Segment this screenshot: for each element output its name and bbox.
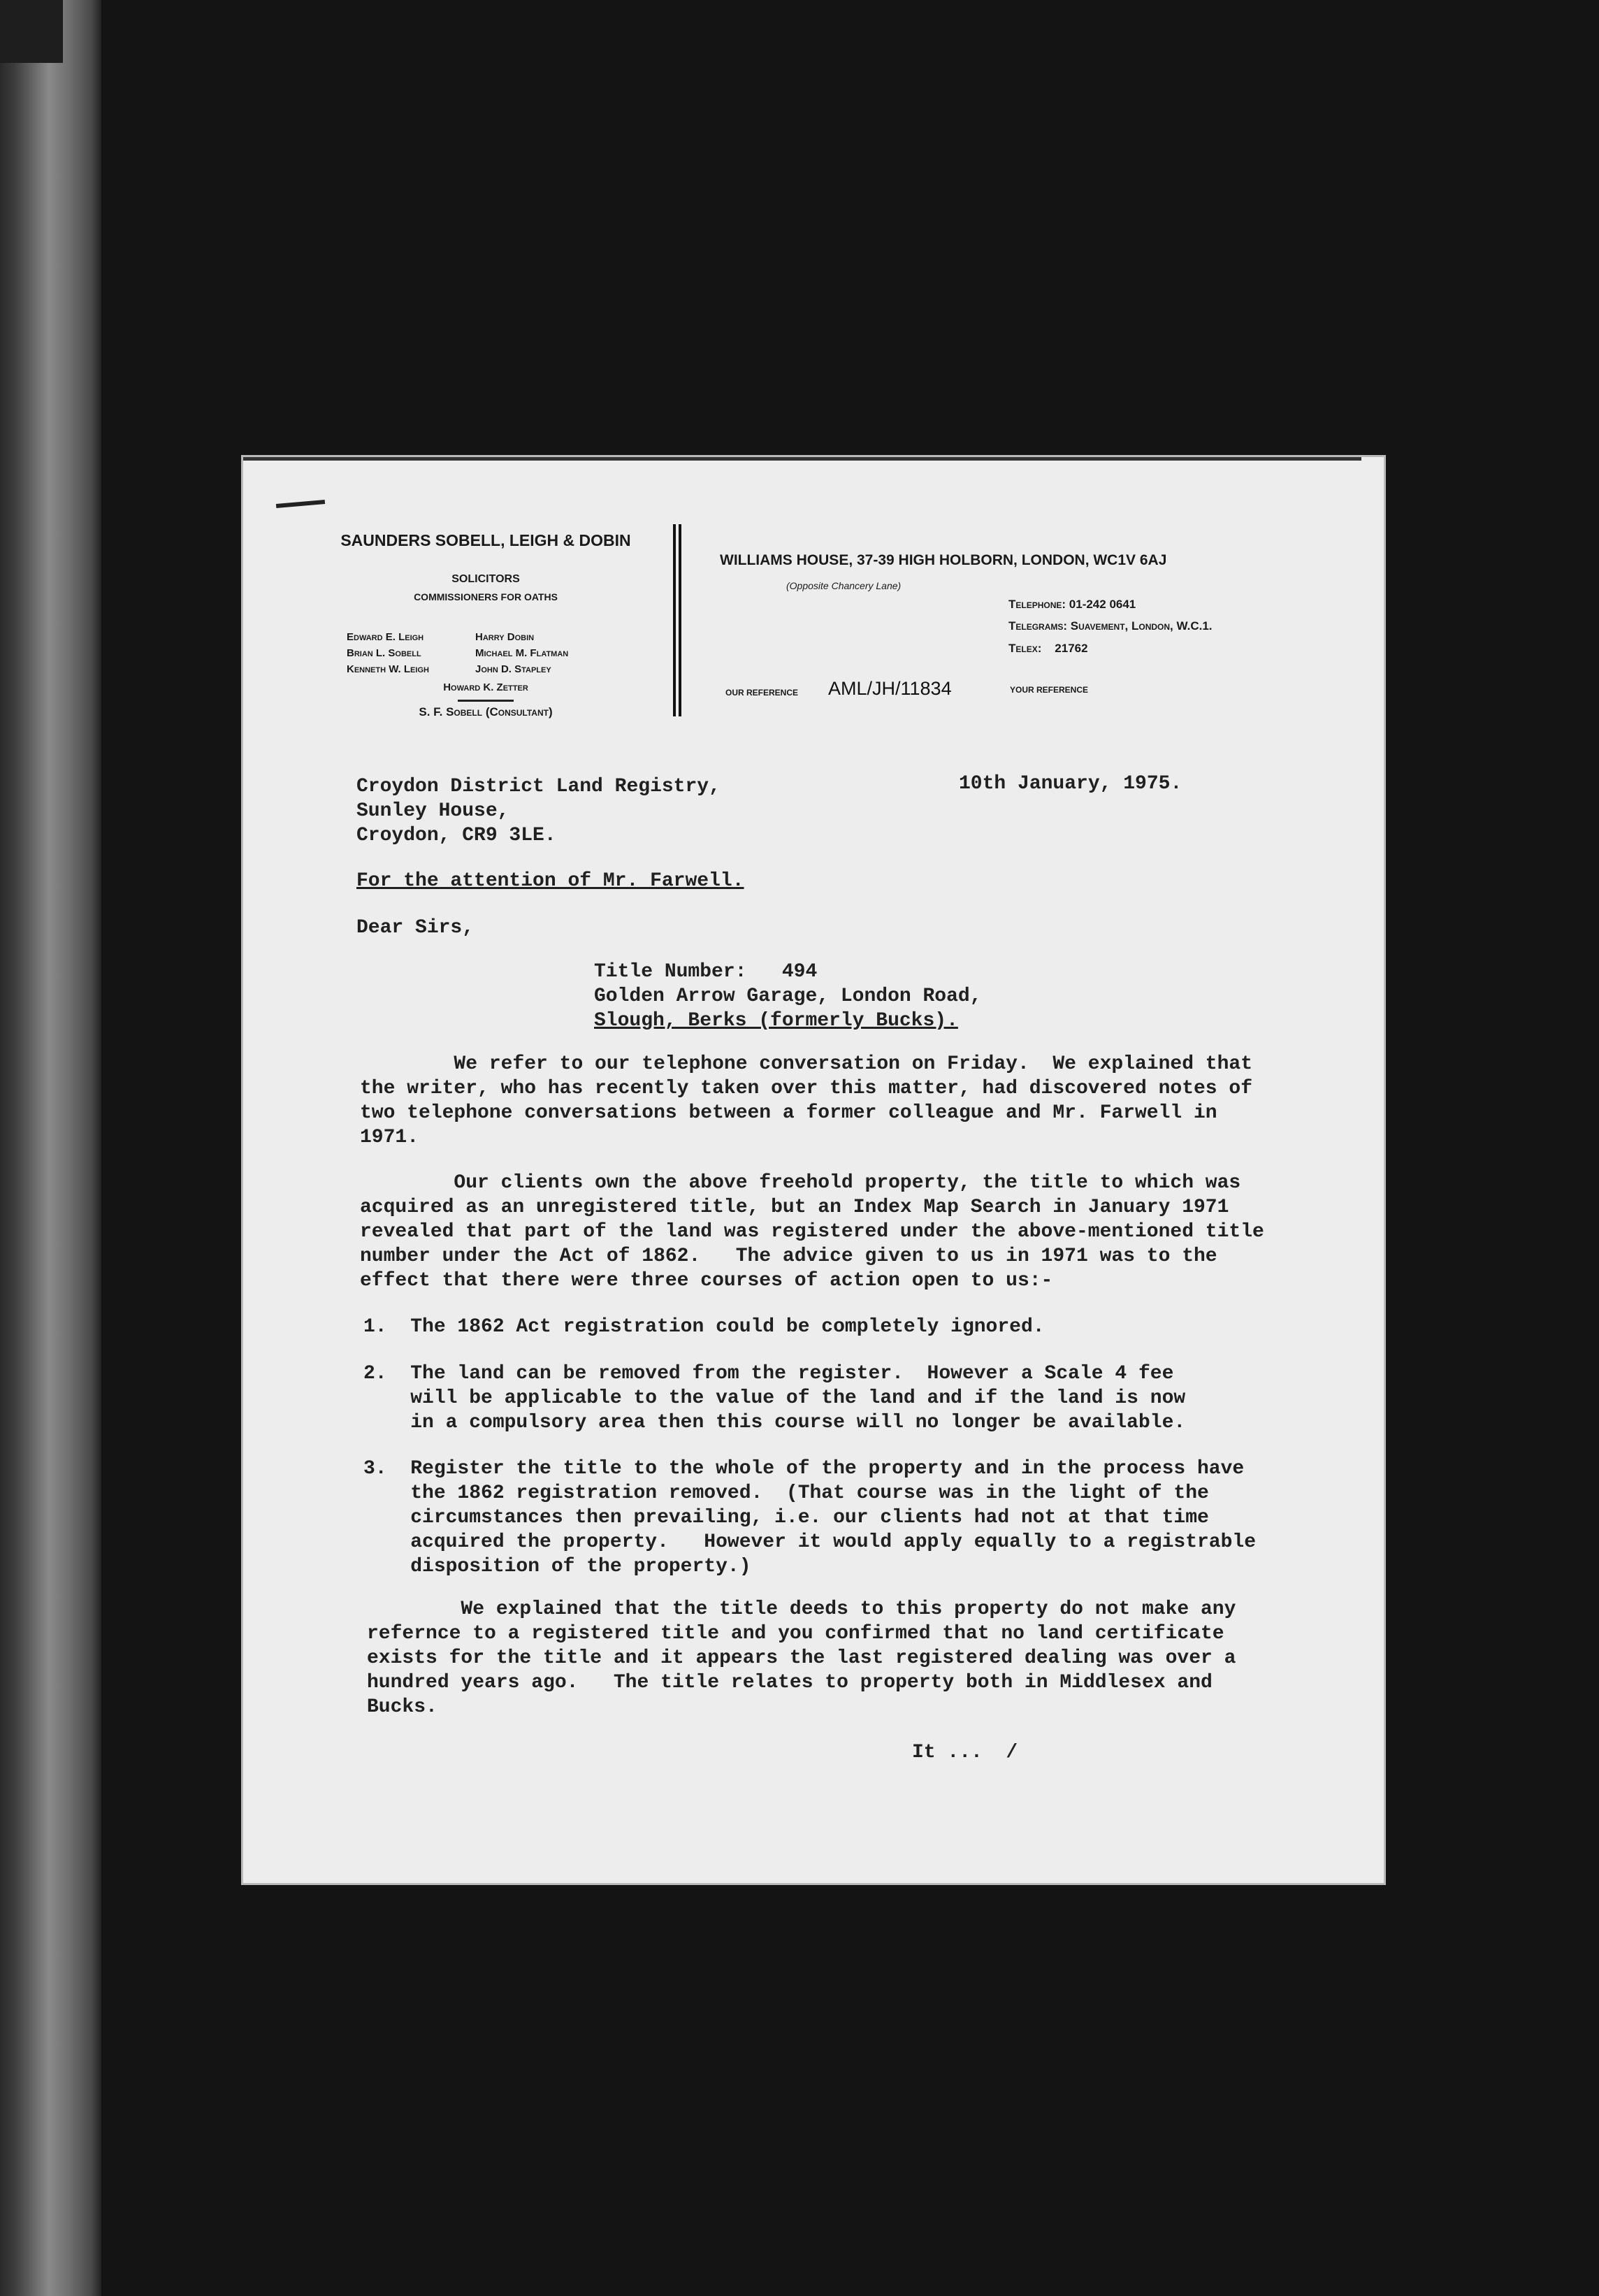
telegrams: Telegrams: Suavement, London, W.C.1. <box>1008 619 1213 633</box>
text-line: hundred years ago. The title relates to property both in Middlesex and <box>367 1672 1213 1694</box>
partners-right <box>475 629 568 677</box>
paragraph-4 <box>367 1597 1236 1719</box>
book-spine-edge <box>0 0 101 2296</box>
text-line: effect that there were three courses of action open to us:- <box>360 1270 1053 1292</box>
list-item-3 <box>363 1457 1256 1579</box>
text-line: the writer, who has recently taken over this matter, had discovered notes of <box>360 1078 1253 1099</box>
subject-line: Title Number: 494 <box>594 961 818 983</box>
commission: COMMISSIONERS FOR OATHS <box>414 591 558 602</box>
recipient-address <box>356 774 721 848</box>
text-line: two telephone conversations between a former colleague and Mr. Farwell in <box>360 1102 1217 1124</box>
address-note: (Opposite Chancery Lane) <box>786 580 902 591</box>
subject-line: Slough, Berks (formerly Bucks). <box>594 1010 958 1032</box>
text-line: 1. The 1862 Act registration could be completely ignored. <box>363 1316 1045 1338</box>
telephone: Telephone: 01-242 0641 <box>1008 598 1136 611</box>
text-line: 3. Register the title to the whole of the property and in the process have <box>363 1458 1245 1480</box>
text-line: refernce to a registered title and you confirmed that no land certificate <box>367 1623 1224 1645</box>
subject-block <box>594 960 982 1033</box>
firm-name: SAUNDERS SOBELL, LEIGH & DOBIN <box>340 531 631 549</box>
our-reference: AML/JH/11834 <box>828 678 952 699</box>
text-line: acquired as an unregistered title, but an Index Map Search in January 1971 <box>360 1197 1229 1218</box>
letterhead-divider <box>673 524 676 716</box>
our-reference-label: OUR REFERENCE <box>725 688 799 698</box>
consultant: S. F. Sobell (Consultant) <box>419 705 553 719</box>
profession: SOLICITORS <box>451 573 520 585</box>
telex: Telex: 21762 <box>1008 642 1088 655</box>
text-line: will be applicable to the value of the land and if the land is now <box>363 1387 1186 1409</box>
paragraph-1 <box>360 1052 1252 1150</box>
text-line: number under the Act of 1862. The advice given to us in 1971 was to the <box>360 1246 1217 1267</box>
address-line: Croydon, CR9 3LE. <box>356 825 556 846</box>
text-line: We refer to our telephone conversation on Friday. We explained that <box>360 1053 1253 1075</box>
text-line: acquired the property. However it would apply equally to a registrable <box>363 1531 1257 1553</box>
address-line: Sunley House, <box>356 800 509 822</box>
text-line: the 1862 registration removed. (That course was in the light of the <box>363 1482 1209 1504</box>
partner-name: Howard K. Zetter <box>443 681 528 693</box>
partner-name: Brian L. Sobell <box>347 647 421 659</box>
firm-address: WILLIAMS HOUSE, 37-39 HIGH HOLBORN, LONDON, WC1V 6AJ <box>720 552 1167 568</box>
partner-name: Michael M. Flatman <box>475 647 569 659</box>
text-line: Bucks. <box>367 1696 437 1718</box>
text-line: circumstances then prevailing, i.e. our clients had not at that time <box>363 1507 1209 1529</box>
text-line: 1971. <box>360 1127 419 1148</box>
address-line: Croydon District Land Registry, <box>356 776 721 797</box>
subject-line: Golden Arrow Garage, London Road, <box>594 985 982 1007</box>
your-reference-label: YOUR REFERENCE <box>1010 685 1089 695</box>
text-line: disposition of the property.) <box>363 1556 751 1577</box>
partner-name: Kenneth W. Leigh <box>347 663 429 675</box>
partner-name: Edward E. Leigh <box>347 631 424 643</box>
text-line: 2. The land can be removed from the register. However a Scale 4 fee <box>363 1363 1174 1385</box>
text-line: exists for the title and it appears the last registered dealing was over a <box>367 1647 1236 1669</box>
text-line: in a compulsory area then this course will no longer be available. <box>363 1412 1186 1434</box>
letter-date: 10th January, 1975. <box>959 773 1182 795</box>
text-line: Our clients own the above freehold property, the title to which was <box>360 1172 1241 1194</box>
text-line: We explained that the title deeds to this property do not make any <box>367 1598 1236 1620</box>
list-item-2 <box>363 1362 1185 1435</box>
list-item-1 <box>363 1315 1045 1339</box>
partners-left <box>347 629 429 677</box>
letterhead-divider <box>679 524 681 716</box>
partner-name: John D. Stapley <box>475 663 551 675</box>
text-line: revealed that part of the land was registered under the above-mentioned title <box>360 1221 1264 1243</box>
partner-name: Harry Dobin <box>475 631 535 643</box>
book-corner <box>0 0 63 63</box>
attention-line: For the attention of Mr. Farwell. <box>356 870 744 892</box>
salutation: Dear Sirs, <box>356 917 475 939</box>
page-top-edge <box>243 457 1361 461</box>
divider <box>458 700 514 702</box>
continuation-marker: It ... / <box>912 1742 1018 1763</box>
paragraph-2 <box>360 1171 1264 1293</box>
